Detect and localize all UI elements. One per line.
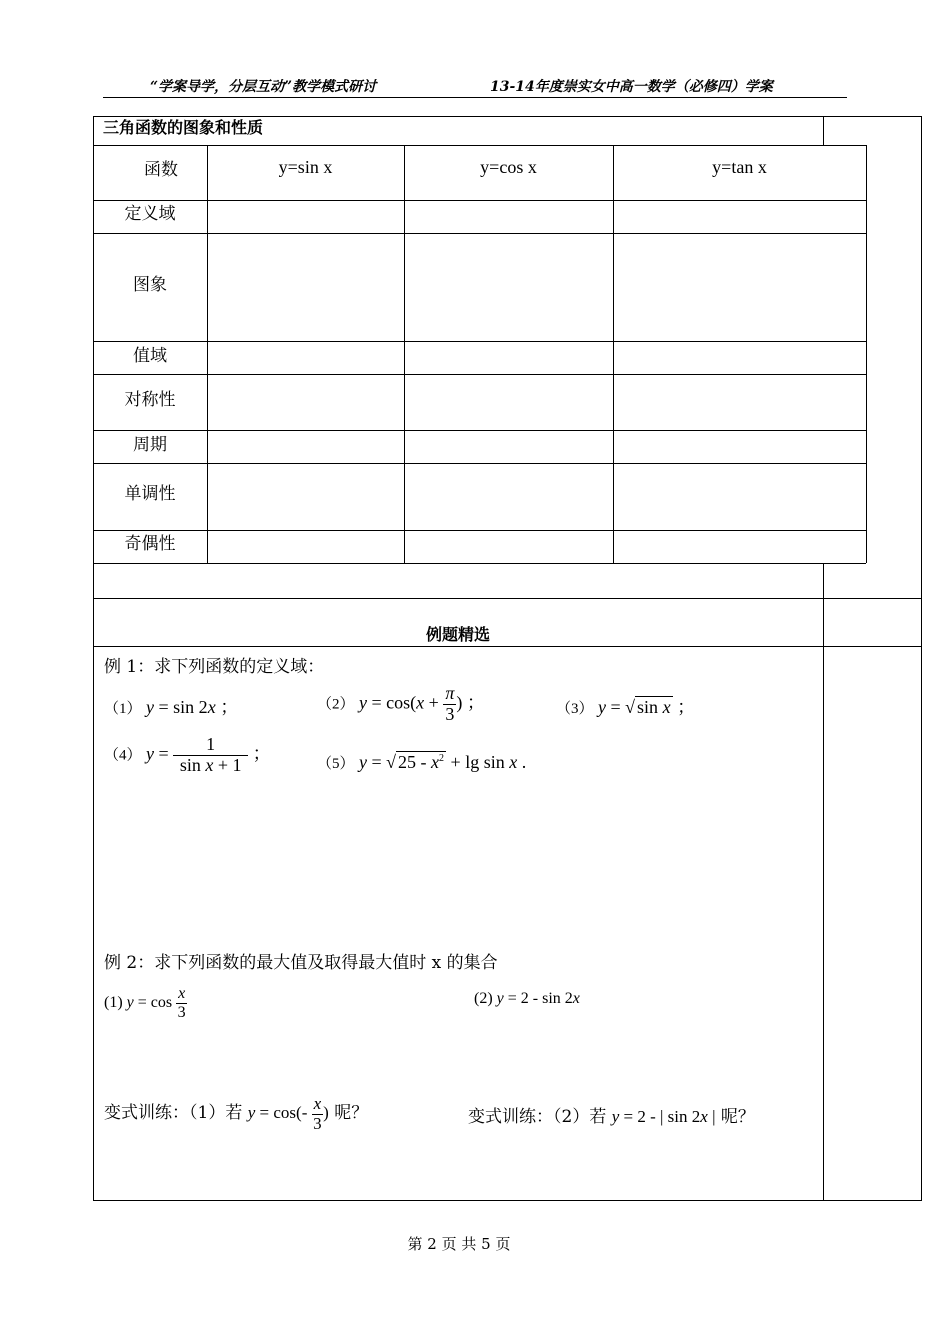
row-label-monotonic: 单调性 <box>124 483 176 504</box>
section-title-graphs: 三角函数的图象和性质 <box>103 118 264 137</box>
table-col <box>404 145 405 563</box>
ex1-item-2: （2） y = cos(x + $\frac{\pi}{3}$ ) ； <box>317 683 485 724</box>
variant-2: 变式训练：（2）若 y = 2 - | sin 2x | 呢？ <box>468 1107 755 1127</box>
frame-divider-bottom <box>823 563 824 1201</box>
table-col-right <box>866 145 867 563</box>
ex1-item-3: （3） y = √ sin x ； <box>556 697 696 717</box>
header-rule <box>103 97 847 98</box>
col-cos: y=cos x <box>480 157 537 177</box>
frame-line-598 <box>93 598 922 599</box>
frame-right <box>921 116 922 1201</box>
table-line <box>93 341 866 342</box>
ex2-item-1: (1) y = cos $\frac{x}{3}$ <box>104 985 186 1021</box>
frame-line-646 <box>93 646 922 647</box>
ex1-item-5: （5） y = √ $25 - x^2 + \lg \sin x$ . <box>317 752 527 772</box>
row-label-period: 周期 <box>133 434 167 455</box>
col-sin: y=sin x <box>278 157 333 177</box>
example2-prompt: 例 2：求下列函数的最大值及取得最大值时 x 的集合 <box>104 953 498 973</box>
table-line <box>93 233 866 234</box>
row-label-range: 值域 <box>133 345 167 366</box>
row-label-symmetry: 对称性 <box>124 389 176 410</box>
col-header-function: 函数 <box>144 160 178 180</box>
header-right: 13-14年度崇实女中高一数学（必修四）学案 <box>490 79 773 95</box>
page-footer: 第 2 页 共 5 页 <box>407 1235 511 1253</box>
ex2-item-2: (2) y = 2 - sin 2x <box>474 990 580 1007</box>
section-title-examples: 例题精选 <box>425 625 490 644</box>
frame-divider-top <box>823 116 824 145</box>
row-label-domain: 定义域 <box>124 203 176 224</box>
table-line <box>93 200 866 201</box>
table-bottom <box>93 563 866 564</box>
example1-prompt: 例 1：求下列函数的定义域： <box>104 657 325 677</box>
table-line <box>93 374 866 375</box>
header-left: “学案导学，分层互动”教学模式研讨 <box>150 79 377 95</box>
variant-1: 变式训练：（1）若 y = cos(- $\frac{x}{3}$ ) 呢？ <box>104 1094 369 1133</box>
table-line <box>93 530 866 531</box>
row-label-parity: 奇偶性 <box>124 533 176 554</box>
table-line <box>93 430 866 431</box>
table-col <box>207 145 208 563</box>
ex1-item-4: （4） y = $\frac{1}{\text{sin x + 1}}$ ； <box>104 734 271 775</box>
col-tan: y=tan x <box>712 157 767 177</box>
table-col <box>613 145 614 563</box>
row-label-graph: 图象 <box>133 274 167 295</box>
ex1-item-1: （1） y = sin 2x ； <box>104 697 239 717</box>
frame-bottom <box>93 1200 922 1201</box>
table-line <box>93 463 866 464</box>
